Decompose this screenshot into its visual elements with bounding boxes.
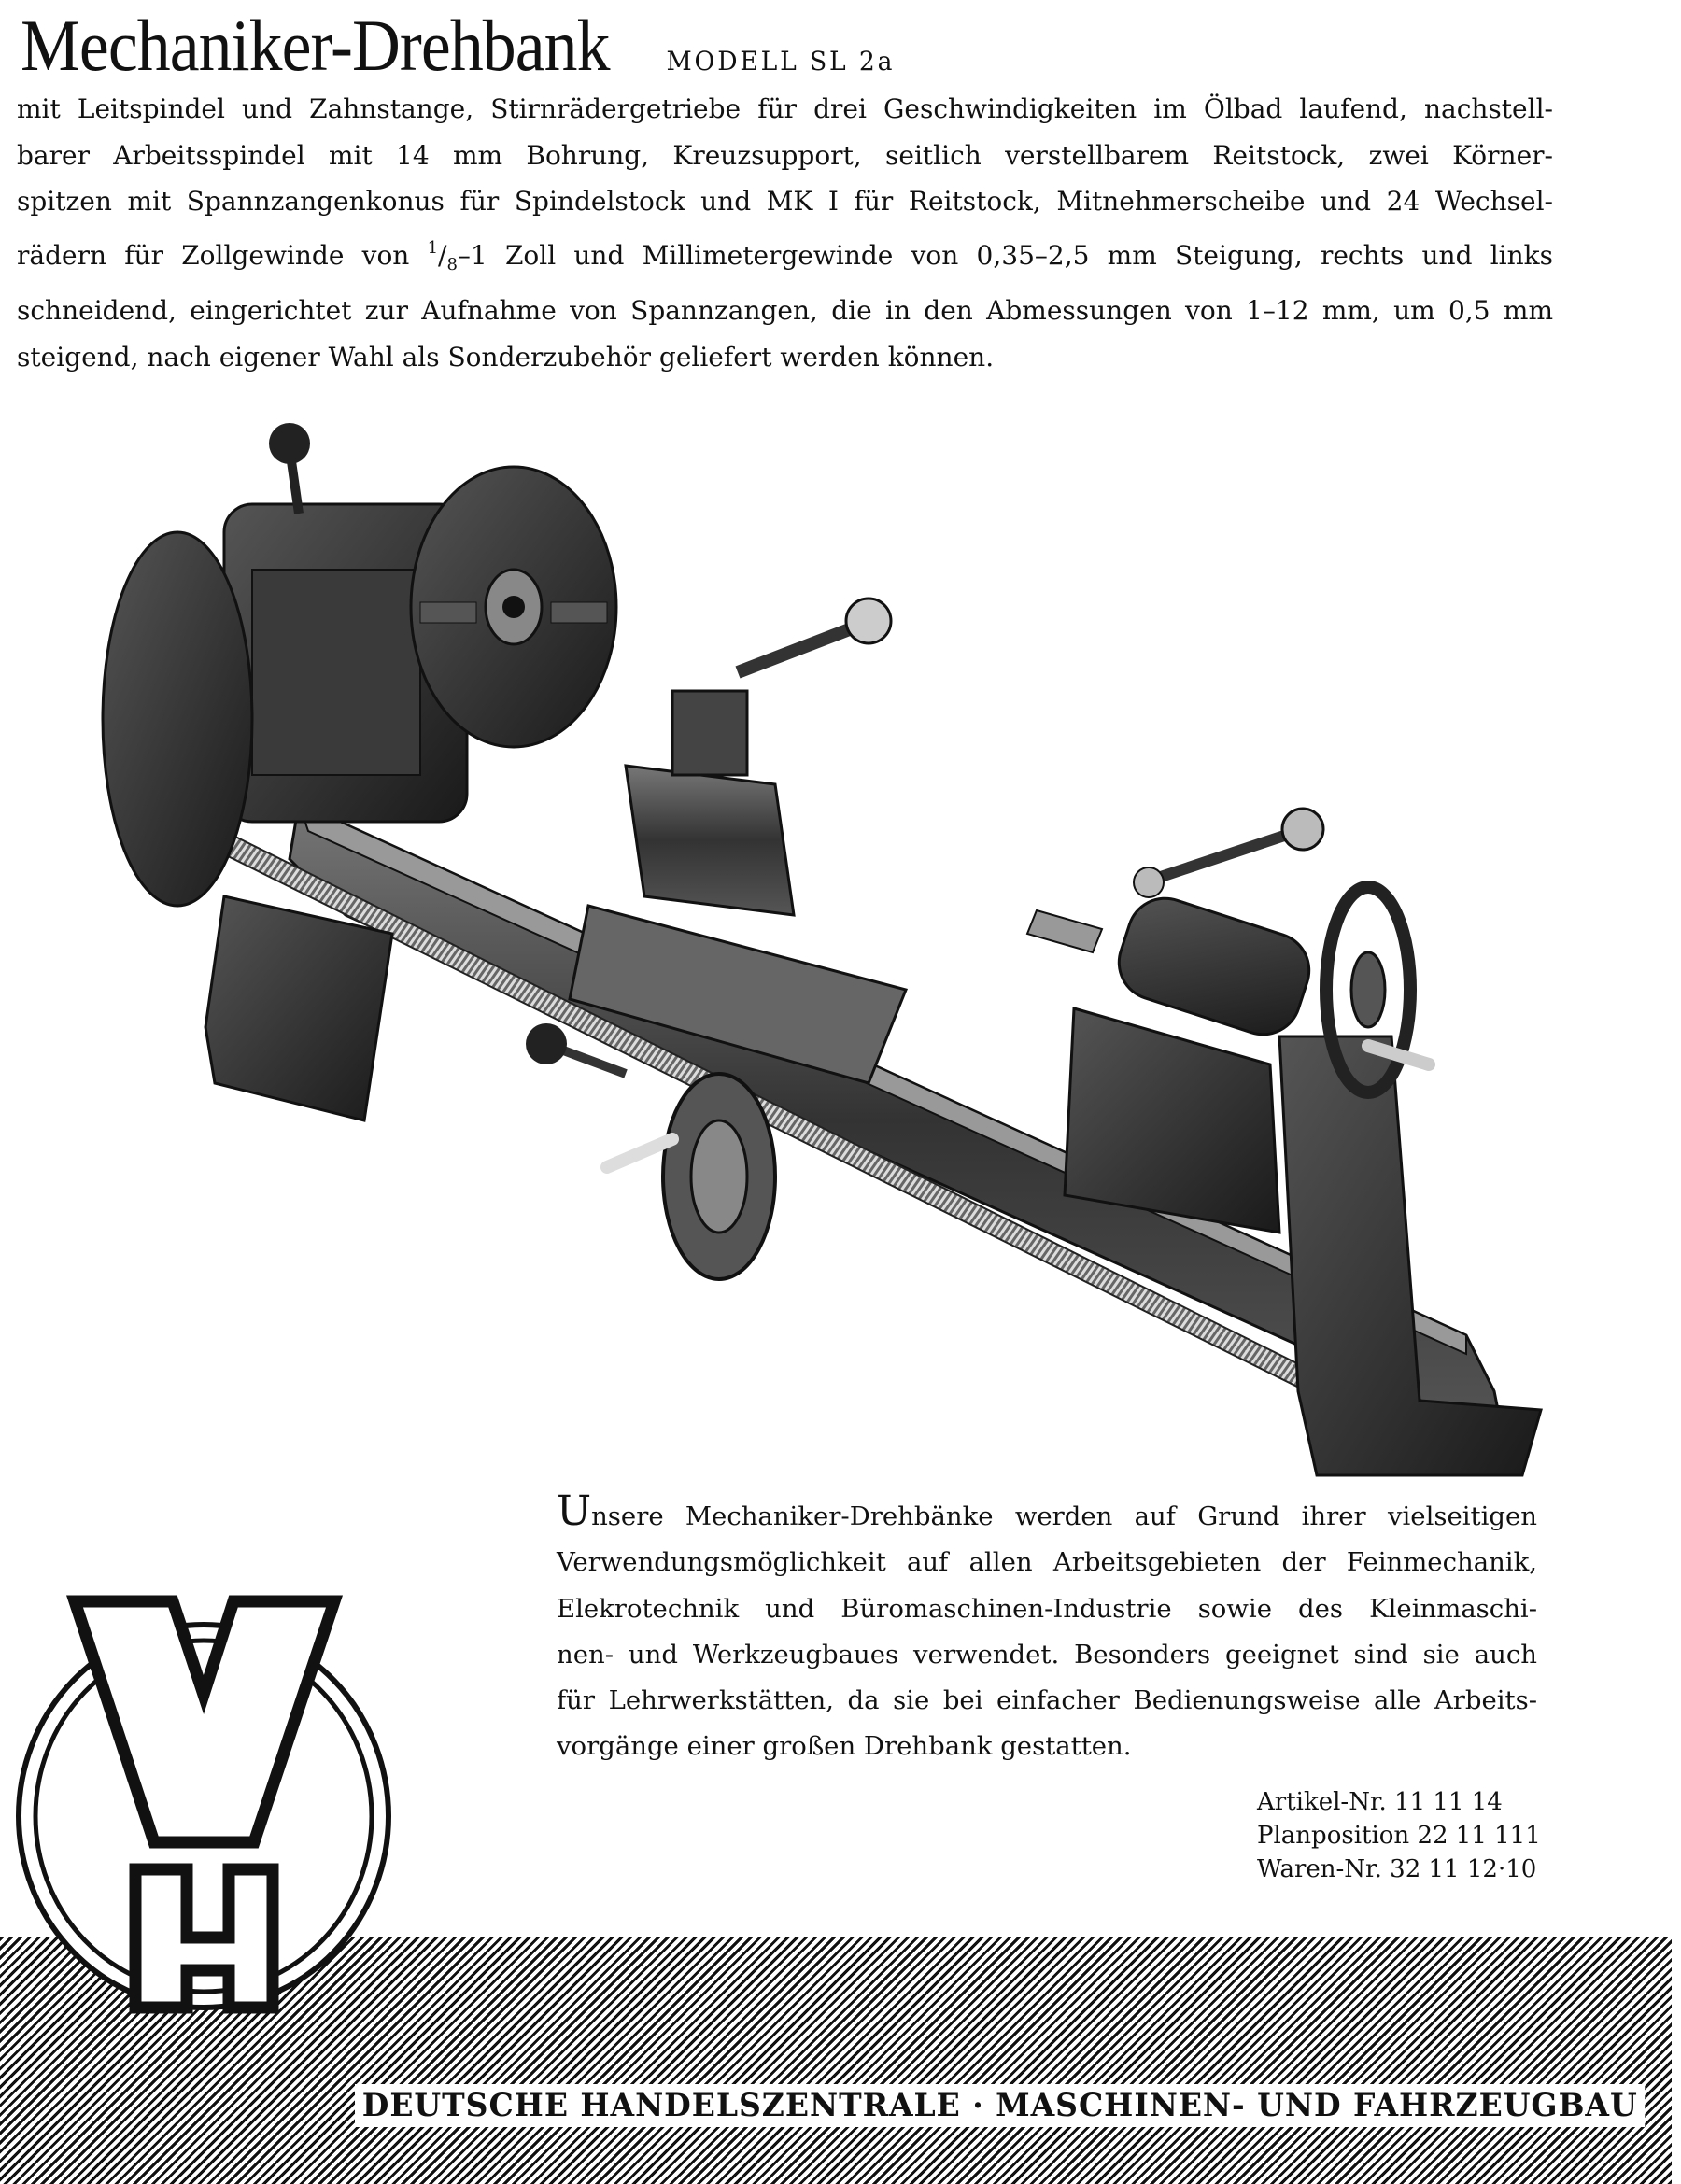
spec-line-4-start: rädern für Zollgewinde von: [17, 239, 428, 271]
fraction: $^1/_8$: [427, 237, 458, 275]
spec-line: mit Leitspindel und Zahnstange, Stirnrädergetriebe für drei Geschwindigkeiten im Ölbad laufend, nachstell-: [17, 93, 1553, 124]
fraction-denominator: 8: [446, 254, 458, 275]
description-line: Verwendungsmöglichkeit auf allen Arbeitsgebieten der Feinmechanik,: [557, 1547, 1537, 1578]
spec-line-4-end: –1 Zoll und Millimetergewinde von 0,35–2,5 mm Steigung, rechts und links: [457, 239, 1553, 271]
description-line: für Lehrwerkstätten, da sie bei einfacher Bedienungsweise alle Arbeits-: [557, 1685, 1537, 1716]
lathe-illustration: [65, 392, 1625, 1485]
description-line: nen- und Werkzeugbaues verwendet. Besonders geeignet sind sie auch: [557, 1639, 1537, 1670]
chuck: [411, 467, 616, 747]
drop-cap: U: [557, 1487, 592, 1535]
description-paragraph: [557, 1487, 1537, 1770]
spec-line: [17, 225, 1553, 289]
headstock: [103, 423, 467, 906]
spec-line: steigend, nach eigener Wahl als Sonderzubehör geliefert werden können.: [17, 341, 995, 373]
page-title: Mechaniker-Drehbank: [21, 5, 610, 86]
description-first-line: nsere Mechaniker-Drehbänke werden auf Grund ihrer vielseitigen: [591, 1501, 1537, 1531]
page-header: [21, 4, 901, 88]
tailstock: [1027, 809, 1323, 1233]
left-leg: [205, 896, 392, 1120]
spec-line: spitzen mit Spannzangenkonus für Spindelstock und MK I für Reitstock, Mitnehmerscheibe und 24 Wechsel-: [17, 186, 1553, 218]
carriage: [570, 599, 906, 1083]
description-line: [557, 1487, 1537, 1540]
plan-position: Planposition 22 11 111: [1257, 1822, 1541, 1850]
spec-paragraph: [17, 86, 1553, 381]
model-label: MODELL SL 2a: [666, 46, 896, 77]
organization-name: DEUTSCHE HANDELSZENTRALE · MASCHINEN- UND FAHRZEUGBAU: [355, 2084, 1645, 2127]
spec-line: schneidend, eingerichtet zur Aufnahme von Spannzangen, die in den Abmessungen von 1–12 mm, um 0,5 mm: [17, 295, 1553, 327]
fraction-numerator: 1: [427, 237, 439, 258]
spec-line: barer Arbeitsspindel mit 14 mm Bohrung, Kreuzsupport, seitlich verstellbarem Reitstock, zwei Körner-: [17, 139, 1553, 171]
artikel-number: Artikel-Nr. 11 11 14: [1257, 1788, 1503, 1816]
right-leg: [1279, 1036, 1541, 1475]
description-line: Elekrotechnik und Büromaschinen-Industrie sowie des Kleinmaschi-: [557, 1593, 1537, 1624]
catalog-numbers: [1257, 1785, 1541, 1886]
description-line: vorgänge einer großen Drehbank gestatten.: [557, 1731, 1132, 1762]
waren-number: Waren-Nr. 32 11 12·10: [1257, 1855, 1537, 1883]
